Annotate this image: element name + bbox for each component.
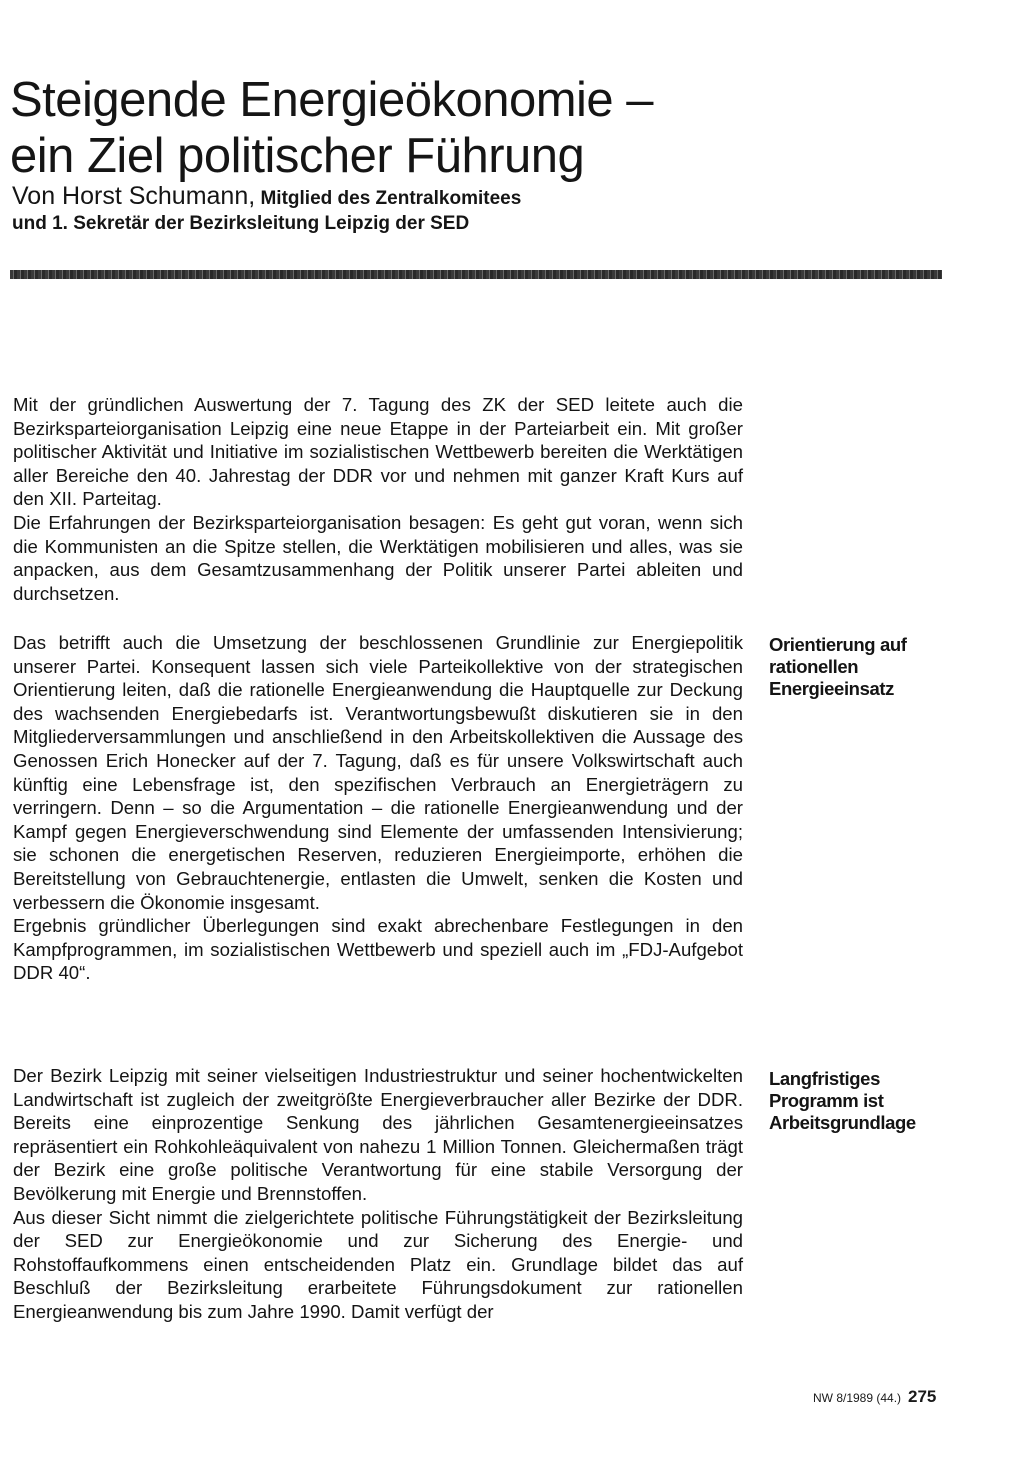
title-line-1: Steigende Energieökonomie –	[10, 73, 654, 127]
paragraph-2: Die Erfahrungen der Bezirksparteiorganisation besagen: Es geht gut voran, wenn sich die Kommunisten an die Spitze stellen, die Werktätigen mobilisieren und alles, was sie anpacken, aus dem Gesamtzusammenhang der Politik unserer Partei ableiten und durchsetzen.	[13, 511, 743, 604]
page-number: 275	[908, 1387, 937, 1406]
side-heading-1-line-3: Energieeinsatz	[769, 678, 894, 699]
paragraph-4: Ergebnis gründlicher Überlegungen sind exakt abrechenbare Festlegungen in den Kampfprogrammen, im sozialistischen Wettbewerb und speziell auch im „FDJ-Aufgebot DDR 40“.	[13, 915, 743, 984]
side-heading-2-line-1: Langfristiges	[769, 1068, 880, 1089]
paragraph-6: Aus dieser Sicht nimmt die zielgerichtete politische Führungstätigkeit der Bezirksleitung der SED zur Energieökonomie und zur Sicherung des Energie- und Rohstoffaufkommens einen entscheidenden Platz ein. Grundlage bildet das auf Beschluß der Bezirksleitung erarbeitete Führungsdokument zur rationellen Energieanwendung bis zum Jahre 1990. Damit verfügt der	[13, 1206, 743, 1322]
section-2	[13, 631, 743, 985]
side-heading-1-line-2: rationellen	[769, 656, 859, 677]
page-footer	[0, 1387, 1024, 1417]
side-heading-1-line-1: Orientierung auf	[769, 634, 907, 655]
side-heading-2-line-3: Arbeitsgrundlage	[769, 1112, 916, 1133]
header-rule	[10, 270, 942, 279]
byline	[12, 184, 772, 236]
byline-role-1: Mitglied des Zentralkomitees	[255, 188, 522, 209]
paragraph-3: Das betrifft auch die Umsetzung der beschlossenen Grundlinie zur Energiepolitik unserer Partei. Konsequent lassen sich viele Parteikollektive von der strategischen Orientierung leiten, daß die rationelle Energieanwendung die Hauptquelle zur Deckung des wachsenden Energiebedarfs ist. Verantwortungsbewußt diskutieren sie in den Mitgliederversammlungen und anschließend in den Arbeitskollektiven die Aussage des Genossen Erich Honecker auf der 7. Tagung, daß es für unsere Volkswirtschaft auch künftig eine Lebensfrage ist, den spezifischen Verbrauch an Energieträgern zu verringern. Denn – so die Argumentation – die rationelle Energieanwendung und der Kampf gegen Energieverschwendung sind Elemente der umfassenden Intensivierung; sie schonen die energetischen Reserven, reduzieren Energieimporte, erhöhen die Bereitstellung von Gebrauchtenergie, entlasten die Umwelt, senken die Kosten und verbessern die Ökonomie insgesamt.	[13, 632, 743, 913]
side-heading-2-line-2: Programm ist	[769, 1090, 884, 1111]
paragraph-1: Mit der gründlichen Auswertung der 7. Tagung des ZK der SED leitete auch die Bezirksparteiorganisation Leipzig eine neue Etappe in der Parteiarbeit ein. Mit großer politischer Aktivität und Initiative im sozialistischen Wettbewerb bereiten die Werktätigen aller Bereiche den 40. Jahrestag der DDR vor und nehmen mit ganzer Kraft Kurs auf den XII. Parteitag.	[13, 394, 743, 510]
title-line-2: ein Ziel politischer Führung	[10, 129, 585, 183]
byline-author: Von Horst Schumann,	[12, 182, 256, 210]
section-1	[13, 393, 743, 605]
side-heading-1	[769, 634, 939, 700]
issue-reference: NW 8/1989 (44.)	[813, 1391, 902, 1405]
article-title	[10, 72, 870, 184]
side-heading-2	[769, 1068, 939, 1134]
byline-role-2: und 1. Sekretär der Bezirksleitung Leipzig der SED	[12, 213, 470, 234]
section-3	[13, 1064, 743, 1324]
paragraph-5: Der Bezirk Leipzig mit seiner vielseitigen Industriestruktur und seiner hochentwickelten Landwirtschaft ist zugleich der zweitgrößte Energieverbraucher aller Bezirke der DDR. Bereits eine einprozentige Senkung des jährlichen Gesamtenergieeinsatzes repräsentiert ein Rohkohleäquivalent von nahezu 1 Million Tonnen. Gleichermaßen trägt der Bezirk eine große politische Verantwortung für eine stabile Versorgung der Bevölkerung mit Energie und Brennstoffen.	[13, 1065, 743, 1204]
